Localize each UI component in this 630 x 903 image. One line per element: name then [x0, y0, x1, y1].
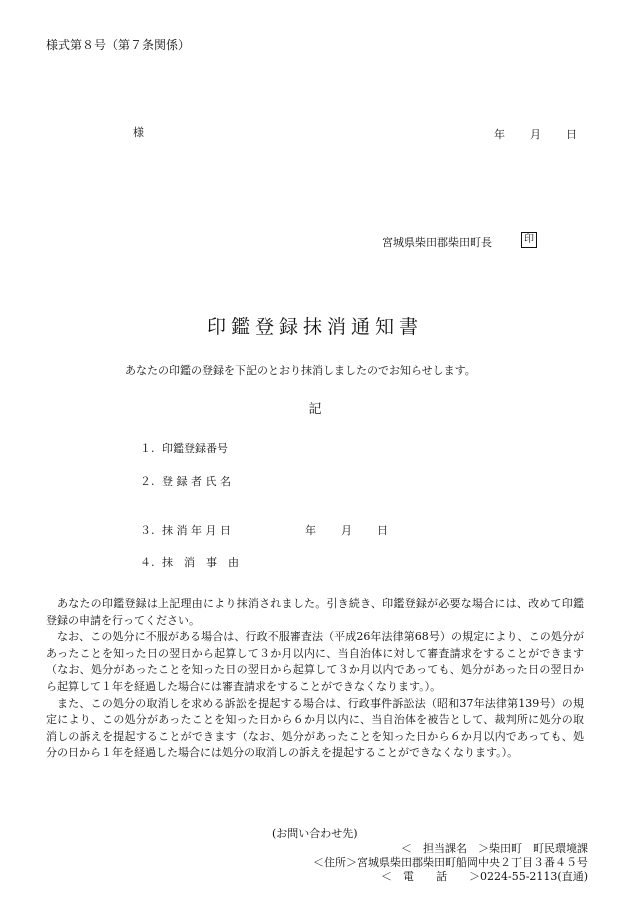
item-number: １.	[140, 442, 155, 455]
contact-phone: ＜ 電 話 ＞0224-55-2113(直通)	[380, 870, 588, 883]
item-label: 登 録 者 氏 名	[162, 475, 231, 488]
item-label: 印鑑登録番号	[162, 442, 228, 455]
paragraph-lawsuit: また、この処分の取消しを求める訴訟を提起する場合は、行政事件訴訟法（昭和37年法律第139号）の規定により、この処分があったことを知った日から６か月以内に、当自治体を被告として、裁判所に処分の取消しの訴えを提起することができます（なお、処分があったことを知った日から６か月以内であっても、処分の日から１年を経過した場合には処分の取消しの訴えを提起することができなくなります。）。	[46, 696, 584, 760]
item-label: 抹 消 年 月 日	[162, 524, 231, 537]
item-cancel-date	[140, 522, 231, 538]
addressee-suffix: 様	[133, 126, 144, 139]
date-month-label: 月	[530, 128, 541, 141]
contact-department: ＜ 担当課名 ＞柴田町 町民環境課	[401, 842, 588, 855]
paragraph-review-request: なお、この処分に不服がある場合は、行政不服審査法（平成26年法律第68号）の規定により、この処分があったことを知った日の翌日から起算して３か月以内に、当自治体に対して審査請求をすることができます（なお、処分があったことを知った日の翌日から起算して３か月以内であっても、処分があった日の翌日から起算して１年を経過した場合には審査請求をすることができなくなります。）。	[46, 630, 584, 693]
date-year-label: 年	[494, 128, 505, 141]
ki-heading: 記	[308, 402, 322, 417]
cancel-date-day: 日	[377, 524, 388, 537]
contact-heading: (お問い合わせ先)	[272, 827, 358, 840]
intro-text: あなたの印鑑の登録を下記のとおり抹消しましたのでお知らせします。	[125, 364, 476, 377]
item-registration-number	[140, 440, 228, 456]
item-number: ２.	[140, 475, 155, 488]
paragraph-reregistration: あなたの印鑑登録は上記理由により抹消されました。引き続き、印鑑登録が必要な場合には、改めて印鑑登録の申請を行ってください。	[46, 597, 584, 627]
notice-body	[46, 596, 584, 762]
cancel-date-month: 月	[341, 524, 352, 537]
document-title: 印鑑登録抹消通知書	[206, 316, 423, 338]
item-label: 抹 消 事 由	[162, 556, 239, 569]
date-day-label: 日	[566, 128, 577, 141]
item-cancel-reason	[140, 554, 239, 570]
cancel-date-year: 年	[305, 524, 316, 537]
item-number: ４.	[140, 556, 155, 569]
item-registrant-name	[140, 473, 231, 489]
contact-address: ＜住所＞宮城県柴田郡柴田町船岡中央２丁目３番４５号	[313, 856, 588, 869]
item-number: ３.	[140, 524, 155, 537]
issuer-name: 宮城県柴田郡柴田町長	[382, 236, 492, 249]
form-number: 様式第８号（第７条関係）	[46, 38, 191, 52]
seal-mark: 印	[521, 232, 537, 248]
